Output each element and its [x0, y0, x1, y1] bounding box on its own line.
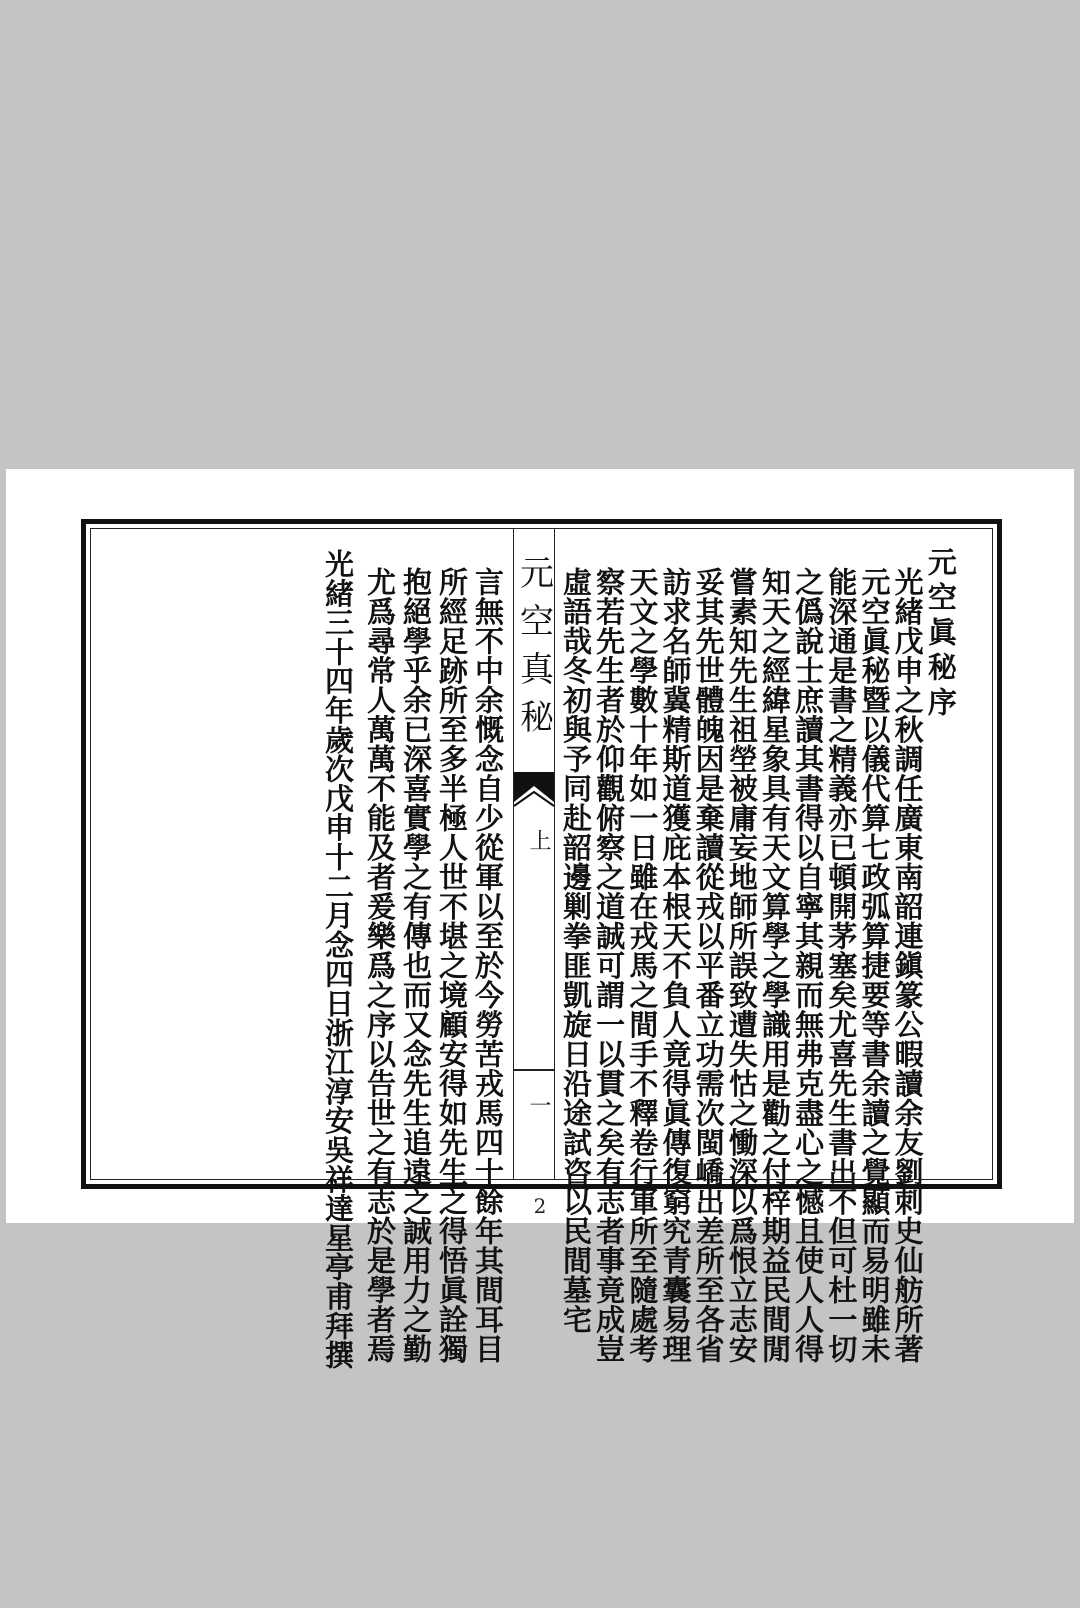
text-column: 妥其先世體魄因是棄讀從戎以平番立功需次閩嶠出差所至各省 — [691, 567, 726, 1364]
text-column: 言無不中余慨念自少從軍以至於今勞苦戎馬四十餘年其間耳目 — [471, 567, 505, 1364]
scanned-page — [6, 469, 1074, 1370]
volume-marker: 上 — [526, 829, 551, 851]
text-column: 元空眞秘暨以儀代算七政弧算捷要等書余讀之覺顯而易明雖未 — [857, 567, 892, 1364]
text-column: 察若先生者於仰觀俯察之道誠可謂一以貫之矣有志者事竟成豈 — [592, 567, 627, 1364]
page-border-inner — [90, 528, 993, 1370]
text-column: 抱絕學乎余已深喜實學之有傳也而又念先生追遠之誠用力之勤 — [399, 567, 433, 1364]
centre-divider — [514, 1069, 554, 1071]
text-column: 尤爲尋常人萬萬不能及者爰樂爲之序以告世之有志於是學者焉 — [363, 567, 397, 1364]
text-column: 訪求名師冀精斯道獲庇本根天不負人竟得眞傳復窮究青囊易理 — [658, 567, 693, 1364]
text-column: 光緒戊申之秋調任廣東南韶連鎭篆公暇讀余友劉刺史仙舫所著 — [890, 567, 925, 1364]
fish-tail-mark — [514, 772, 554, 806]
book-title-vertical: 元空真秘 — [513, 555, 554, 747]
page-border-outer — [81, 519, 1002, 1370]
centre-fold-panel — [513, 529, 555, 1179]
text-column: 之僞說士庶讀其書得以自寧其親而無弗克盡心之憾且使人人得 — [791, 567, 826, 1364]
preface-title: 元空眞秘序 — [923, 547, 958, 722]
text-column: 天文之學數十年如一日雖在戎馬之間手不釋卷行軍所至隨處考 — [625, 567, 660, 1364]
text-column: 所經足跡所至多半極人世不堪之境顧安得如先生之得悟眞詮獨 — [435, 567, 469, 1364]
text-column: 知天之經緯星象具有天文算學之學識用是勸之付梓期益民間閒 — [758, 567, 792, 1364]
text-column: 嘗素知先生祖塋被庸妄地師所誤致遭失怙之慟深以爲恨立志安 — [724, 567, 759, 1364]
leaf-number: 一 — [526, 1094, 551, 1116]
text-column: 能深通是書之精義亦已頓開茅塞矣尤喜先生書出不但可杜一切 — [824, 567, 859, 1364]
text-column: 虛語哉冬初與予同赴韶邊剿拳匪凱旋日沿途試咨以民間墓宅 — [559, 567, 593, 1334]
page-number: 2 — [533, 1194, 547, 1218]
signature-column: 光緒三十四年歲次戊申十二月念四日浙江淳安吳祥達星亭甫拜撰 — [321, 549, 355, 1370]
